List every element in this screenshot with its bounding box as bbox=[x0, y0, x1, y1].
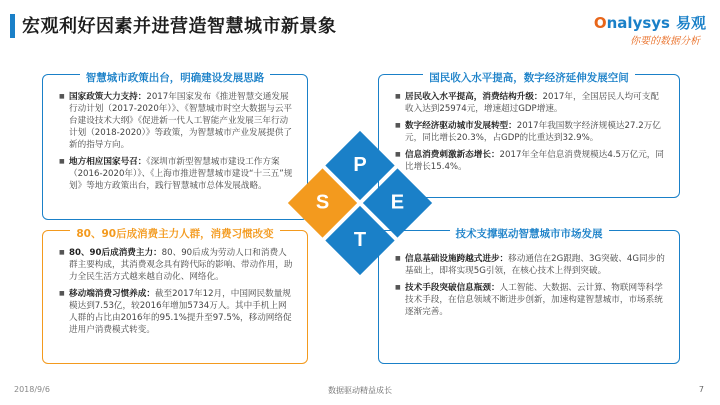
title-accent-bar bbox=[10, 14, 15, 38]
footer-slogan: 数据驱动精益成长 bbox=[328, 386, 392, 395]
technology-list bbox=[395, 253, 667, 318]
list-item: ■ 技术手段突破信息瓶颈：人工智能、大数据、云计算、物联网等科学技术手段，在信息领域不断进步创新，加速构建智慧城市，市场系统逐渐完善。 bbox=[395, 282, 667, 318]
pest-t-quadrant: T bbox=[325, 206, 394, 275]
technology-box bbox=[378, 230, 680, 364]
footer-date: 2018/9/6 bbox=[14, 385, 50, 394]
logo-wordmark: Onalysys 易观 bbox=[593, 14, 706, 32]
list-item: ■ 信息基础设施跨越式进步：移动通信在2G跟跑、3G突破、4G同步的基础上，即将实现5G引领，在核心技术上得到突破。 bbox=[395, 253, 667, 277]
policy-box bbox=[42, 74, 308, 220]
economy-heading: 国民收入水平提高，数字经济延伸发展空间 bbox=[379, 66, 679, 85]
economy-box bbox=[378, 74, 680, 198]
list-item: ■ 80、90后成消费主力：80、90后成为劳动人口和消费人群主要构成，其消费观念具有跨代际的影响、带动作用，助力全民生活方式越来越自动化、网络化。 bbox=[59, 247, 295, 283]
social-heading: 80、90后成消费主力人群，消费习惯改变 bbox=[43, 222, 307, 241]
pest-s-quadrant: S bbox=[288, 168, 357, 237]
list-item: ■ 信息消费刺激新态增长：2017年全年信息消费规模达4.5万亿元，同比增长15.4%。 bbox=[395, 149, 667, 173]
list-item: ■ 居民收入水平提高，消费结构升级：2017年，全国居民人均可支配收入达到25974元，增速超过GDP增速。 bbox=[395, 91, 667, 115]
social-list bbox=[59, 247, 295, 336]
pest-p-quadrant: P bbox=[325, 131, 394, 200]
social-box bbox=[42, 230, 308, 364]
list-item: ■ 数字经济驱动城市发展转型：2017年我国数字经济规模达27.2万亿元，同比增长20.3%，占GDP的比重达到32.9%。 bbox=[395, 120, 667, 144]
policy-list bbox=[59, 91, 295, 192]
list-item: ■ 移动端消费习惯养成：截至2017年12月，中国网民数量规模达到7.53亿，较2016年增加5734万人。其中手机上网人群的占比由2016年的95.1%提升至97.5%，移动网络促进用户消费模式转变。 bbox=[59, 288, 295, 336]
logo-tagline: 你要的数据分析 bbox=[630, 36, 700, 47]
analysys-logo bbox=[556, 12, 706, 46]
page-number: 7 bbox=[698, 385, 704, 394]
list-item: ■ 地方相应国家号召：《深圳市新型智慧城市建设工作方案（2016-2020年）》、《上海市推进智慧城市建设“十三五”规划》等地方政策出台，践行智慧城市总体发展战略。 bbox=[59, 156, 295, 192]
economy-list bbox=[395, 91, 667, 173]
technology-heading: 技术支撑驱动智慧城市市场发展 bbox=[379, 222, 679, 241]
policy-heading: 智慧城市政策出台，明确建设发展思路 bbox=[43, 66, 307, 85]
page-title: 宏观利好因素并进营造智慧城市新景象 bbox=[22, 16, 337, 37]
list-item: ■ 国家政策大力支持：2017年国家发布《推进智慧交通发展行动计划（2017-2020年）》、《智慧城市时空大数据与云平台建设技术大纲》《促进新一代人工智能产业发展三年行动计划（2018-2020）》等政策，为智慧城市产业发展提供了新的指导方向。 bbox=[59, 91, 295, 151]
pest-e-quadrant: E bbox=[363, 168, 432, 237]
